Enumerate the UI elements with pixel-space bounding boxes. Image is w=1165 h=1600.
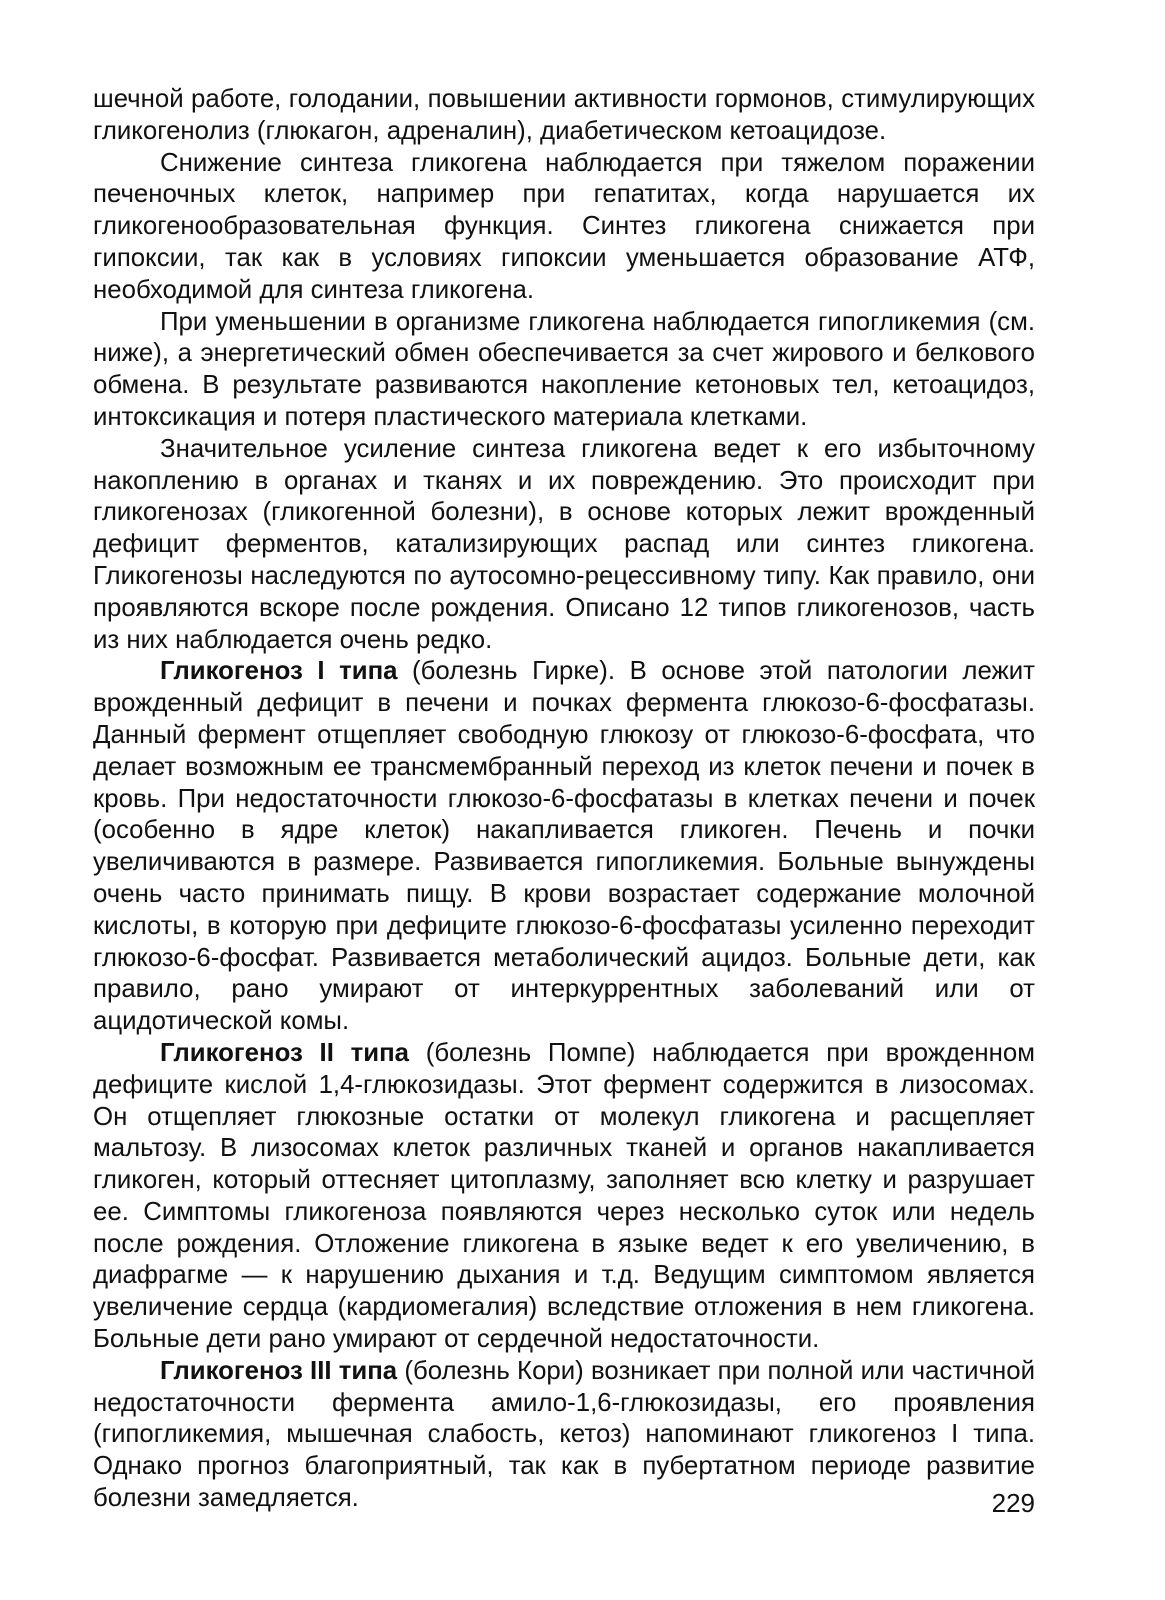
paragraph-text: Значительное усиление синтеза гликогена ведет к его избыточному накоплению в органах и тканях и их повреждению. Это происходит при гликогенозах (гликогенной болезни), в основе которых лежит врожденный дефицит ферментов, катализирующих распад или синтез гликогена. Гликогенозы наследуются по аутосомно-рецессивному типу. Как правило, они проявляются вскоре после рождения. Описано 12 типов гликогенозов, часть из них наблюдается очень редко.: [93, 434, 1035, 654]
paragraph-glycogenoses: [93, 434, 1035, 657]
paragraph-glycogenosis-type-3: [93, 1356, 1035, 1515]
page-number: 229: [991, 1488, 1035, 1518]
page-body: [93, 84, 1035, 1515]
term-heading: Гликогеноз III типа: [160, 1356, 398, 1385]
paragraph-glycogenosis-type-1: [93, 656, 1035, 1038]
paragraph-glycogenosis-type-2: [93, 1038, 1035, 1356]
paragraph-text: (болезнь Кори) возникает при полной или частичной недостаточности фермента амило-1,6-глюкозидазы, его проявления (гипогликемия, мышечная слабость, кетоз) напоминают гликогеноз I типа. Однако прогноз благоприятный, так как в пубертатном периоде развитие болезни замедляется.: [93, 1356, 1035, 1513]
paragraph-glycogen-synthesis-decrease: [93, 148, 1035, 307]
paragraph-text: шечной работе, голодании, повышении активности гормонов, стимулирующих гликогенолиз (глюкагон, адреналин), диабетическом кетоацидозе.: [93, 85, 1035, 145]
term-heading: Гликогеноз I типа: [160, 657, 398, 686]
paragraph-hypoglycemia: [93, 307, 1035, 434]
paragraph-text: Снижение синтеза гликогена наблюдается при тяжелом поражении печеночных клеток, например при гепатитах, когда нарушается их гликогенообразовательная функция. Синтез гликогена снижается при гипоксии, так как в условиях гипоксии уменьшается образование АТФ, необходимой для синтеза гликогена.: [93, 148, 1035, 304]
paragraph-text: При уменьшении в организме гликогена наблюдается гипогликемия (см. ниже), а энергетический обмен обеспечивается за счет жирового и белкового обмена. В результате развиваются накопление кетоновых тел, кетоацидоз, интоксикация и потеря пластического материала клетками.: [93, 307, 1035, 431]
paragraph-continuation: [93, 84, 1035, 148]
term-heading: Гликогеноз II типа: [160, 1038, 410, 1067]
paragraph-text: (болезнь Гирке). В основе этой патологии лежит врожденный дефицит в печени и почках фермента глюкозо-6-фосфатазы. Данный фермент отщепляет свободную глюкозу от глюкозо-6-фосфата, что делает возможным ее трансмембранный переход из клеток печени и почек в кровь. При недостаточности глюкозо-6-фосфатазы в клетках печени и почек (особенно в ядре клеток) накапливается гликоген. Печень и почки увеличиваются в размере. Развивается гипогликемия. Больные вынуждены очень часто принимать пищу. В крови возрастает содержание молочной кислоты, в которую при дефиците глюкозо-6-фосфатазы усиленно переходит глюкозо-6-фосфат. Развивается метаболический ацидоз. Больные дети, как правило, рано умирают от интеркуррентных заболеваний или от ацидотической комы.: [93, 657, 1035, 1036]
paragraph-text: (болезнь Помпе) наблюдается при врожденном дефиците кислой 1,4-глюкозидазы. Этот фермент содержится в лизосомах. Он отщепляет глюкозные остатки от молекул гликогена и расщепляет мальтозу. В лизосомах клеток различных тканей и органов накапливается гликоген, который оттесняет цитоплазму, заполняет всю клетку и разрушает ее. Симптомы гликогеноза появляются через несколько суток или недель после рождения. Отложение гликогена в языке ведет к его увеличению, в диафрагме — к нарушению дыхания и т.д. Ведущим симптомом является увеличение сердца (кардиомегалия) вследствие отложения в нем гликогена. Больные дети рано умирают от сердечной недостаточности.: [93, 1038, 1035, 1354]
